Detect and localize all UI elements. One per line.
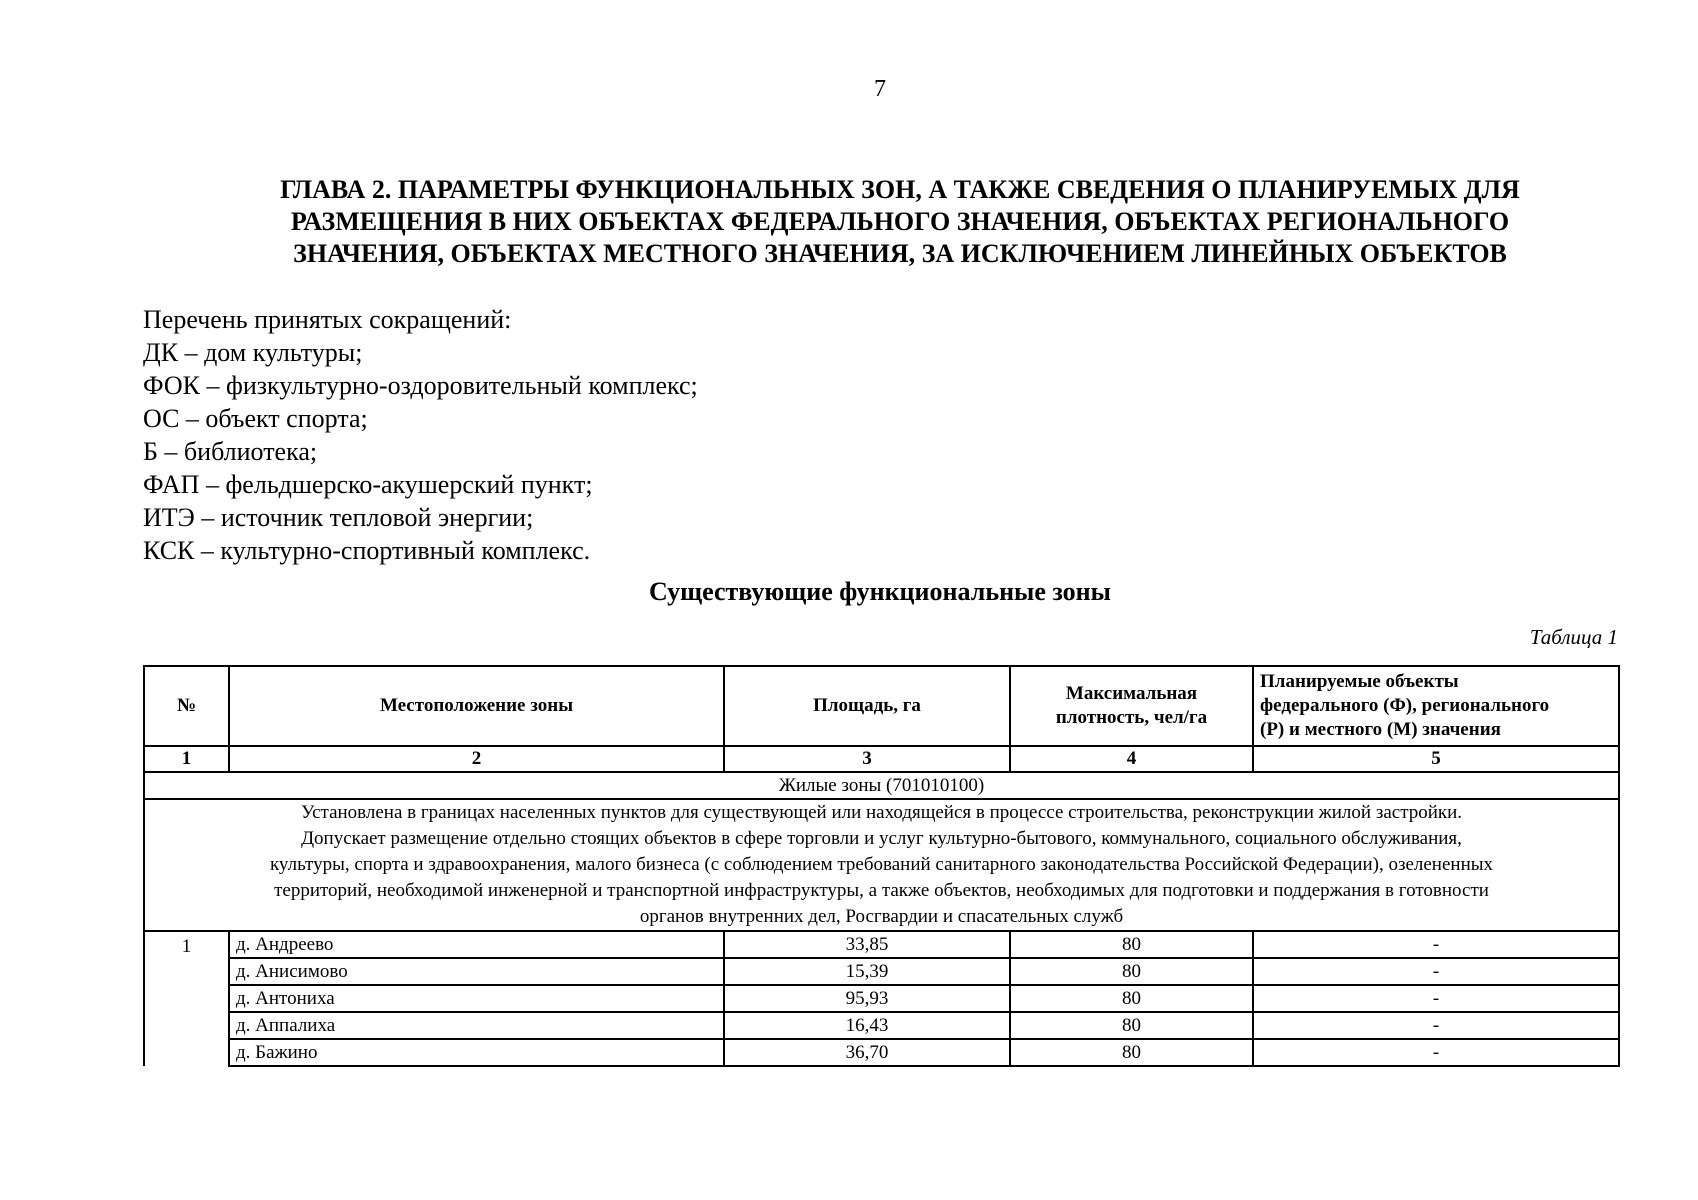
density-cell: 80 [1010,1012,1253,1039]
density-cell: 80 [1010,1039,1253,1066]
planned-cell: - [1253,958,1619,985]
table-row [144,1039,1619,1066]
description-line: Допускает размещение отдельно стоящих объектов в сфере торговли и услуг культурно-бытового, коммунального, социального обслуживания, [301,828,1462,849]
density-cell: 80 [1010,931,1253,958]
planned-cell: - [1253,985,1619,1012]
column-number: 2 [229,746,724,772]
abbreviation-item: ФАП – фельдшерско-акушерский пункт; [143,470,593,499]
header-planned-line: (Р) и местного (М) значения [1260,719,1501,740]
header-density-line: плотность, чел/га [1055,707,1208,728]
header-planned-line: Планируемые объекты [1260,671,1459,692]
area-cell: 36,70 [724,1039,1010,1066]
chapter-title-line: ГЛАВА 2. ПАРАМЕТРЫ ФУНКЦИОНАЛЬНЫХ ЗОН, А ТАКЖЕ СВЕДЕНИЯ О ПЛАНИРУЕМЫХ ДЛЯ [280,175,1520,204]
column-number-row [144,746,1619,772]
area-cell: 95,93 [724,985,1010,1012]
group-description-row [144,799,1619,931]
table-label: Таблица 1 [1529,625,1618,649]
abbreviations-list [143,303,698,567]
density-cell: 80 [1010,958,1253,985]
description-line: территорий, необходимой инженерной и транспортной инфраструктуры, а также объектов, необходимых для подготовки и поддержания в готовности [274,880,1489,901]
location-cell: д. Антониха [229,985,724,1012]
abbreviation-item: КСК – культурно-спортивный комплекс. [143,536,591,565]
description-line: культуры, спорта и здравоохранения, малого бизнеса (с соблюдением требований санитарного законодательства Российской Федерации), озелененных [269,854,1494,875]
table-row [144,958,1619,985]
planned-cell: - [1253,1012,1619,1039]
description-line: Установлена в границах населенных пунктов для существующей или находящейся в процессе строительства, реконструкции жилой застройки. [300,802,1463,823]
chapter-title-line: РАЗМЕЩЕНИЯ В НИХ ОБЪЕКТАХ ФЕДЕРАЛЬНОГО ЗНАЧЕНИЯ, ОБЪЕКТАХ РЕГИОНАЛЬНОГО [290,207,1510,236]
group-title: Жилые зоны (701010100) [144,772,1619,799]
density-cell: 80 [1010,985,1253,1012]
column-number: 5 [1253,746,1619,772]
location-cell: д. Анисимово [229,958,724,985]
chapter-title [180,174,1620,270]
page-number: 7 [874,76,886,102]
description-line: органов внутренних дел, Росгвардии и спасательных служб [639,906,1124,927]
row-index: 1 [144,931,229,1066]
header-area: Площадь, га [724,666,1010,746]
table-header-row [144,666,1619,746]
column-number: 4 [1010,746,1253,772]
table-row [144,985,1619,1012]
header-density [1010,666,1253,746]
abbreviation-item: ФОК – физкультурно-оздоровительный комплекс; [143,371,698,400]
planned-cell: - [1253,1039,1619,1066]
location-cell: д. Андреево [229,931,724,958]
header-number: № [144,666,229,746]
header-location: Местоположение зоны [229,666,724,746]
header-planned-line: федерального (Ф), регионального [1260,695,1550,716]
area-cell: 15,39 [724,958,1010,985]
group-title-row [144,772,1619,799]
abbreviations-heading: Перечень принятых сокращений: [143,305,512,334]
table-row [144,931,1619,958]
location-cell: д. Бажино [229,1039,724,1066]
chapter-title-line: ЗНАЧЕНИЯ, ОБЪЕКТАХ МЕСТНОГО ЗНАЧЕНИЯ, ЗА ИСКЛЮЧЕНИЕМ ЛИНЕЙНЫХ ОБЪЕКТОВ [293,239,1507,268]
section-title: Существующие функциональные зоны [649,577,1111,606]
column-number: 3 [724,746,1010,772]
column-number: 1 [144,746,229,772]
abbreviation-item: Б – библиотека; [143,437,318,466]
header-density-line: Максимальная [1065,683,1198,704]
header-planned-objects [1253,666,1619,746]
abbreviation-item: ОС – объект спорта; [143,404,368,433]
area-cell: 16,43 [724,1012,1010,1039]
location-cell: д. Аппалиха [229,1012,724,1039]
group-description [144,799,1619,931]
abbreviation-item: ИТЭ – источник тепловой энергии; [143,503,534,532]
planned-cell: - [1253,931,1619,958]
table-row [144,1012,1619,1039]
zones-table [143,665,1620,1067]
abbreviation-item: ДК – дом культуры; [143,338,363,367]
area-cell: 33,85 [724,931,1010,958]
